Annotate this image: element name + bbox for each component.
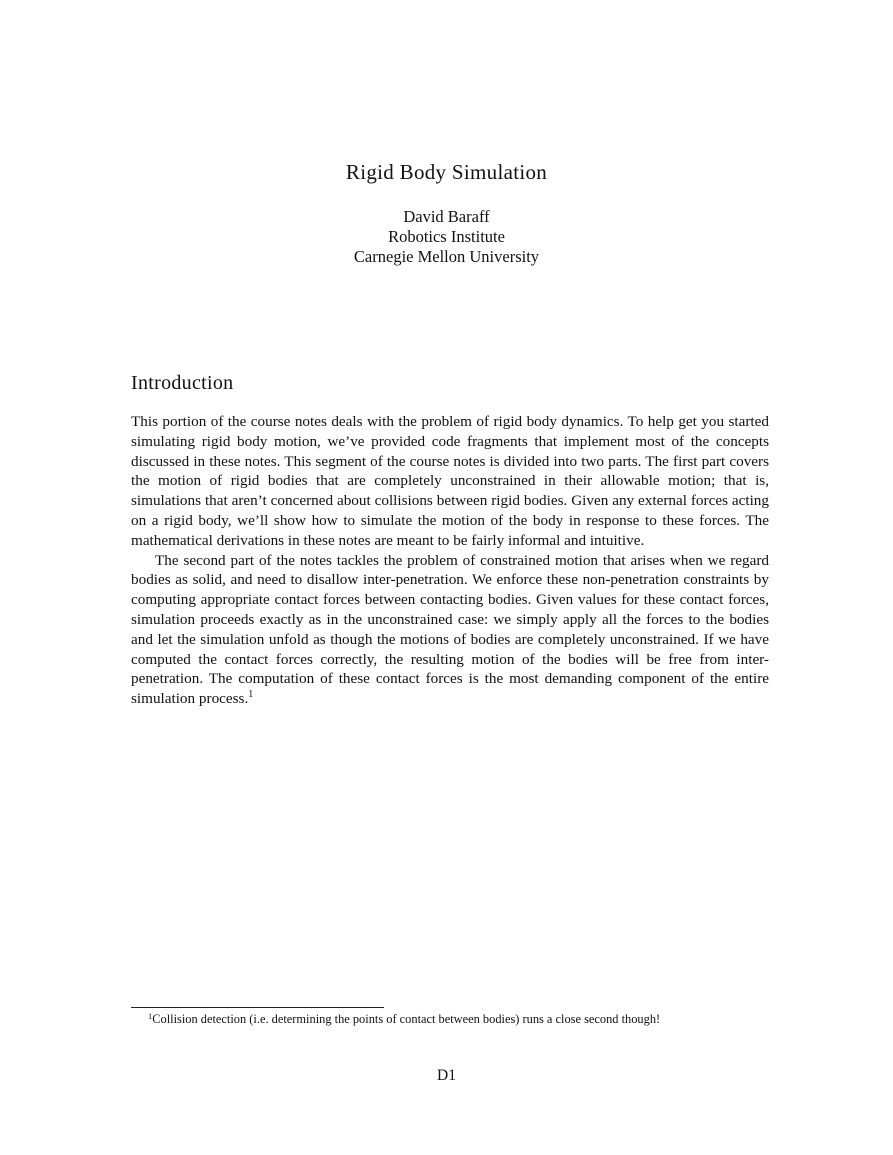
section-heading-introduction: Introduction bbox=[131, 372, 234, 394]
footnote bbox=[148, 1012, 768, 1027]
paragraph-2 bbox=[131, 551, 769, 709]
paragraph-1: This portion of the course notes deals with the problem of rigid body dynamics. To help get you started simulating rigid body motion, we’ve provided code fragments that implement most of the concepts discussed in these notes. This segment of the course notes is divided into two parts. The first part covers the motion of rigid bodies that are completely unconstrained in their allowable motion; that is, simulations that aren’t concerned about collisions between rigid bodies. Given any external forces acting on a rigid body, we’ll show how to simulate the motion of the body in response to these forces. The mathematical derivations in these notes are meant to be fairly informal and intuitive. bbox=[131, 413, 769, 549]
footnote-divider bbox=[131, 1007, 384, 1008]
author-affiliation-institute: Robotics Institute bbox=[388, 227, 505, 246]
author-name: David Baraff bbox=[403, 207, 490, 226]
footnote-reference[interactable]: 1 bbox=[248, 689, 254, 701]
introduction-body bbox=[131, 412, 769, 709]
page-number: D1 bbox=[437, 1067, 456, 1084]
author-block bbox=[0, 207, 893, 267]
footnote-text: Collision detection (i.e. determining the points of contact between bodies) runs a close second though! bbox=[152, 1012, 661, 1026]
footnote-marker: 1 bbox=[148, 1011, 153, 1021]
paragraph-2-text: The second part of the notes tackles the problem of constrained motion that arises when we regard bodies as solid, and need to disallow inter-penetration. We enforce these non-penetration constraints by computing appropriate contact forces between contacting bodies. Given values for these contact forces, simulation proceeds exactly as in the unconstrained case: we simply apply all the forces to the bodies and let the simulation unfold as though the motions of bodies are completely unconstrained. If we have computed the contact forces correctly, the resulting motion of the bodies will be free from inter-penetration. The computation of these contact forces is the most demanding component of the entire simulation process. bbox=[131, 551, 769, 708]
author-affiliation-university: Carnegie Mellon University bbox=[353, 247, 540, 266]
paper-title: Rigid Body Simulation bbox=[345, 160, 548, 184]
